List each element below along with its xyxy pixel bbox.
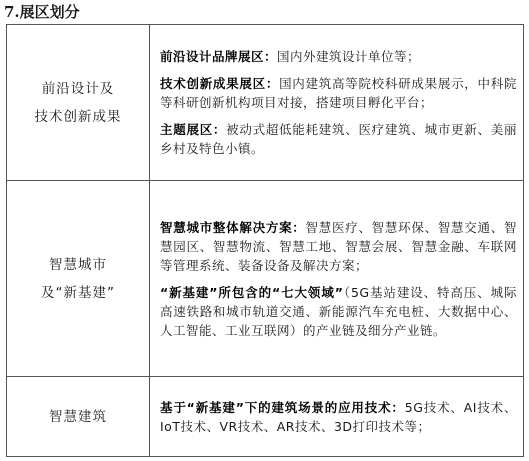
zone-item [160, 74, 517, 112]
zone-item-lead: 智慧城市整体解决方案： [160, 219, 306, 235]
zone-label-line: 及“新基建” [41, 284, 115, 301]
zone-content-cell [150, 25, 524, 181]
zone-content-cell [150, 377, 524, 457]
zone-label-cell [7, 181, 150, 377]
zone-item [160, 283, 517, 340]
zone-label-line: 智慧建筑 [49, 408, 107, 425]
zone-item-text: 被动式超低能耗建筑、医疗建筑、城市更新、美丽乡村及特色小镇。 [160, 122, 517, 156]
zone-content-cell [150, 181, 524, 377]
zone-item-text: 国内建筑高等院校科研成果展示，中科院等科研创新机构项目对接，搭建项目孵化平台； [160, 76, 517, 110]
zone-item-lead: 前沿设计品牌展区： [160, 49, 278, 64]
table-row [7, 181, 524, 377]
zone-item-text: （5G基站建设、特高压、城际高速铁路和城市轨道交通、新能源汽车充电桩、大数据中心、人工智能、工业互联网）的产业链及细分产业链。 [160, 284, 517, 338]
zone-item-lead: 基于“新基建”下的建筑场景的应用技术： [160, 399, 405, 415]
zone-item [160, 47, 517, 66]
exhibition-zones-table [6, 24, 524, 457]
zone-item-lead: 主题展区： [160, 122, 227, 137]
zone-item-lead: 技术创新成果展区： [160, 76, 280, 91]
table-row [7, 377, 524, 457]
zone-item [160, 120, 517, 158]
zone-item-text: 国内外建筑设计单位等； [277, 49, 421, 64]
zone-item [160, 398, 517, 436]
zone-label-cell [7, 25, 150, 181]
zone-item-text: 5G技术、AI技术、IoT技术、VR技术、AR技术、3D打印技术等； [160, 399, 517, 434]
table-row [7, 25, 524, 181]
zone-item-lead: “新基建”所包含的“七大领域” [160, 284, 344, 300]
zone-label-line: 技术创新成果 [34, 108, 122, 125]
zone-label-line: 智慧城市 [49, 256, 107, 273]
zone-label-cell [7, 377, 150, 457]
zone-item-text: 智慧医疗、智慧环保、智慧交通、智慧园区、智慧物流、智慧工地、智慧会展、智慧金融、车联网等管理系统、装备设备及解决方案； [160, 219, 517, 273]
zone-label-line: 前沿设计及 [41, 80, 115, 97]
section-heading: 7.展区划分 [4, 3, 80, 21]
zone-item [160, 218, 517, 275]
